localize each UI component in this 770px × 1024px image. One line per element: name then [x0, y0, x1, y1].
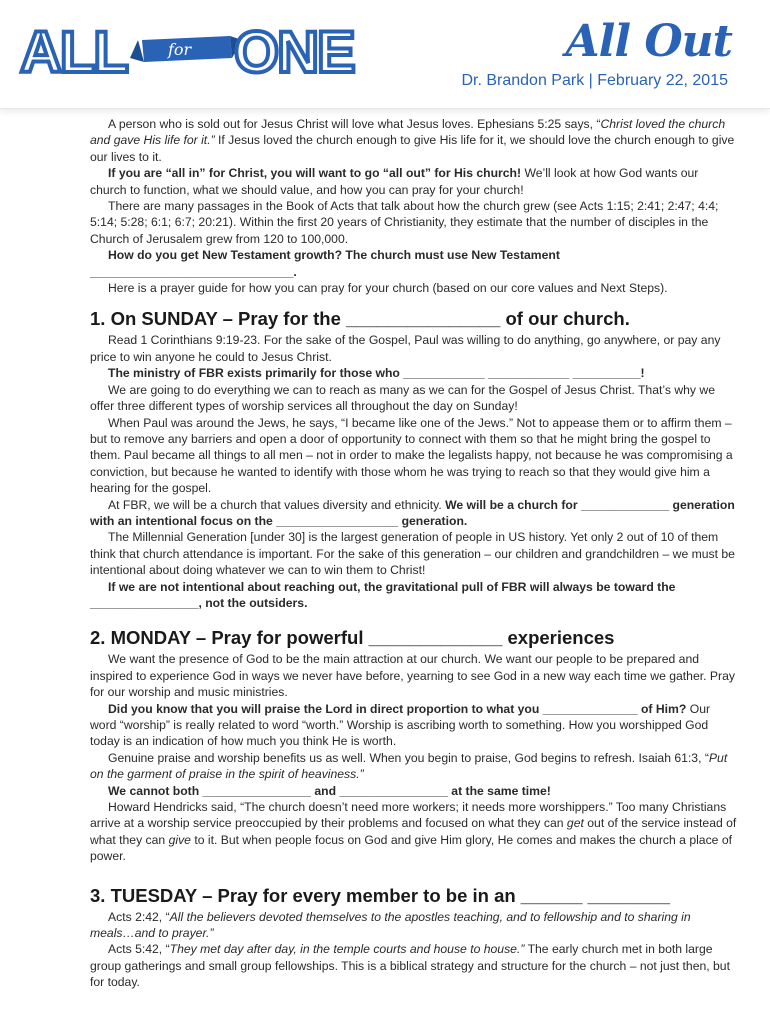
sunday-fill-in-blank-2: If we are not intentional about reaching out, the gravitational pull of FBR will always be toward the ________________, not the outsiders. — [90, 579, 676, 610]
tuesday-heading: 3. TUESDAY – Pray for every member to be in an ______ ________ — [90, 884, 670, 906]
all-for-one-logo — [18, 18, 358, 80]
logo-one-text: ONE — [234, 20, 354, 80]
sunday-fill-in-blank-1: The ministry of FBR exists primarily for those who ____________ ____________ __________! — [108, 366, 645, 381]
logo-graphic — [18, 18, 358, 80]
sermon-byline: Dr. Brandon Park | February 22, 2015 — [461, 72, 728, 89]
sunday-paragraph-1: Read 1 Corinthians 9:19-23. For the sake of the Gospel, Paul was willing to do anything, go anywhere, or pay any price to win anyone he could to Jesus Christ. — [90, 333, 721, 364]
intro-paragraph-3: There are many passages in the Book of Acts that talk about how the church grew (see Acts 1:15; 2:41; 2:47; 4:4; 5:14; 5:28; 6:1; 6:7; 20:21). Within the first 20 years of Christianity, they estimate that the number of disciples in the Church of Jerusalem grew from 120 to 100,000. — [90, 199, 719, 246]
intro-fill-in-blank: How do you get New Testament growth? The church must use New Testament ______________________________. — [90, 248, 560, 279]
intro-paragraph-1: A person who is sold out for Jesus Christ will love what Jesus loves. Ephesians 5:25 says, “Christ loved the church and gave His life for it.” If Jesus loved the church enough to give His life for it, we should love the church enough to give our lives to it. — [90, 117, 735, 164]
logo-for-text: for — [168, 40, 192, 59]
logo-all-text: ALL — [20, 20, 127, 80]
monday-paragraph-5: Howard Hendricks said, “The church doesn’t need more workers; it needs more worshippers.” Too many Christians arrive at a worship service preoccupied by their problems and focused on what they can get out of the service instead of what they can give to it. But when people focus on God and give Him glory, He comes and makes the church a place of power. — [90, 800, 737, 864]
sermon-notes — [90, 116, 738, 991]
sunday-paragraph-6: The Millennial Generation [under 30] is the largest generation of people in US history. Yet only 2 out of 10 of them think that church attendance is important. For the sake of this generation – our children and grandchildren – we must be intentional about doing whatever we can to win them to Christ! — [90, 530, 735, 578]
monday-paragraph-3: Genuine praise and worship benefits us as well. When you begin to praise, God begins to refresh. Isaiah 61:3, “Put on the garment of praise in the spirit of heaviness.” — [90, 750, 728, 782]
tuesday-paragraph-2: Acts 5:42, “They met day after day, in the temple courts and house to house.” The early church met in both large group gatherings and small group fellowships. This is a biblical strategy and structure for the church – not just then, but for today. — [90, 942, 730, 990]
intro-prayer-guide: Here is a prayer guide for how you can pray for your church (based on our core values and Next Steps). — [108, 281, 668, 296]
monday-paragraph-1: We want the presence of God to be the main attraction at our church. We want our people to be prepared and inspired to experience God in ways we never have before, yearning to see God in a new way each time we gather. Pray for our worship and music ministries. — [90, 652, 735, 700]
sunday-paragraph-3: We are going to do everything we can to reach as many as we can for the Gospel of Jesus Christ. That’s why we offer three different types of worship services all throughout the day on Sunday! — [90, 382, 715, 414]
monday-fill-in-blank: We cannot both ________________ and ________________ at the same time! — [108, 783, 551, 798]
page-header — [0, 0, 770, 109]
monday-paragraph-2: Did you know that you will praise the Lord in direct proportion to what you ______________ of Him? Our word “worship” is really related to word “worth.” Worship is ascribing worth to something. How you worshipped God today is an indication of how much you think He is worth. — [90, 701, 711, 749]
monday-heading: 2. MONDAY – Pray for powerful _____________ experiences — [90, 627, 615, 649]
sermon-title: All Out — [565, 16, 732, 67]
sunday-paragraph-5: At FBR, we will be a church that values diversity and ethnicity. We will be a church for _____________ generation with an intentional focus on the __________________ generation. — [90, 497, 735, 528]
tuesday-paragraph-1: Acts 2:42, “All the believers devoted themselves to the apostles teaching, and to fellowship and to sharing in meals…and to prayer.” — [90, 909, 691, 941]
sunday-paragraph-4: When Paul was around the Jews, he says, “I became like one of the Jews.” Not to appease them or to affirm them – but to remove any barriers and open a door of opportunity to connect with them so that he might bring the gospel to them. Paul became all things to all men – not in order to make the legalists happy, not because he was compromising a conviction, but because he wanted to identify with those whom he was trying to reach so that they would give him a hearing for the gospel. — [90, 415, 733, 496]
intro-paragraph-2: If you are “all in” for Christ, you will want to go “all out” for His church! We’ll look at how God wants our church to function, what we should value, and how you can pray for your church! — [90, 166, 699, 197]
sunday-heading: 1. On SUNDAY – Pray for the _______________ of our church. — [90, 308, 630, 330]
